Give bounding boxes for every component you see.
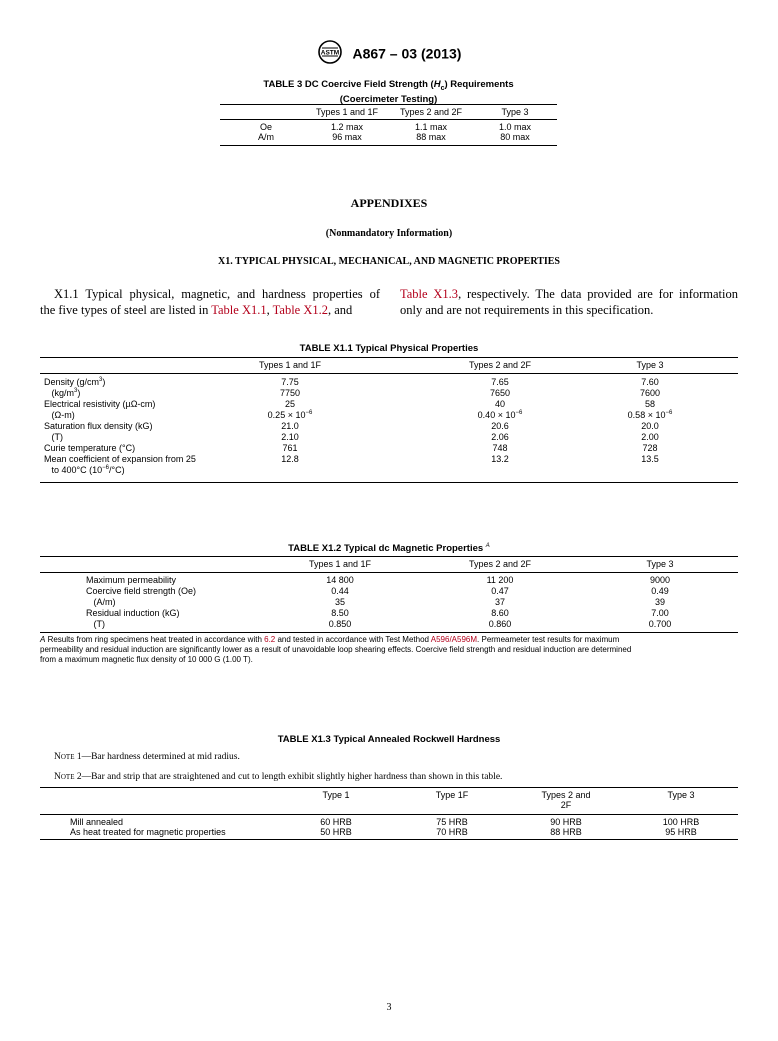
table-cell: 88 max: [416, 132, 446, 142]
table-cell: 1.1 max: [414, 122, 448, 132]
table-3-caption: TABLE 3 DC Coercive Field Strength $(H_c)$ Requirements (Coercimeter Testing): [263, 79, 514, 105]
table-cell: 7600: [639, 388, 661, 398]
table-cell: 35: [334, 597, 346, 607]
table-header-cell: Types 2 and 2F: [399, 107, 463, 117]
table-row-label: (Ω-m): [44, 410, 75, 420]
table-cell: 761: [282, 443, 298, 453]
table-cell: 100 HRB: [662, 817, 700, 827]
table-cell: 2.00: [641, 432, 659, 442]
table-cell: 75 HRB: [436, 817, 468, 827]
appendixes-title: APPENDIXES: [350, 196, 428, 210]
table-row-label: Maximum permeability: [86, 575, 177, 585]
table-cell: 13.2: [491, 454, 509, 464]
table-x1-2: [40, 541, 738, 671]
table-row-label: Curie temperature (°C): [44, 443, 136, 453]
table-cell: 58: [644, 399, 656, 409]
table-cell: 0.49: [651, 586, 669, 596]
table-x1-2-footnote: A Results from ring specimens heat treated in accordance with 6.2 and tested in accordance with Test Method A596/A596M. Permeameter test results for maximum permeability and residual induction are significantly lower as a result of unavoidable loop shearing effects. Coercive field strength and residual induction are determined from a maximum magnetic flux density of 10 000 G (1.00 T).: [40, 635, 632, 664]
table-cell: 88 HRB: [550, 827, 582, 837]
table-cell: 50 HRB: [320, 827, 352, 837]
table-cell: 728: [642, 443, 658, 453]
svg-text:ASTM: ASTM: [320, 49, 339, 57]
table-row-label: $(kg/m^3)$: [44, 388, 81, 398]
table-cell: 39: [654, 597, 666, 607]
table-cell: 90 HRB: [550, 817, 582, 827]
table-header-cell: Type 1: [322, 790, 350, 800]
table-x1-3-caption: TABLE X1.3 Typical Annealed Rockwell Hardness: [277, 734, 501, 745]
link-section-6-2[interactable]: 6.2: [264, 635, 276, 644]
appendixes-subtitle: (Nonmandatory Information): [325, 228, 453, 239]
table-header-cell: Types 1 and 1F: [258, 360, 322, 370]
paragraph-x1-1-left: X1.1 Typical physical, magnetic, and hardness properties of the five types of steel are listed in Table X1.1, Table X1.2, and: [40, 287, 380, 317]
table-cell: 20.0: [641, 421, 659, 431]
table-header-cell: Types 2 and 2F: [468, 559, 532, 569]
table-cell: 95 HRB: [665, 827, 697, 837]
table-cell: 0.47: [491, 586, 509, 596]
table-cell: 14 800: [326, 575, 354, 585]
table-cell: 0.850: [328, 619, 352, 629]
table-header-cell: Type 3: [501, 107, 529, 117]
table-row-label: Residual induction (kG): [86, 608, 180, 618]
table-row-label: Electrical resistivity (µΩ-cm): [44, 399, 156, 409]
table-x1-1-caption: TABLE X1.1 Typical Physical Properties: [299, 343, 479, 354]
table-cell: 8.50: [331, 608, 349, 618]
table-header-cell: 2F: [560, 800, 572, 810]
table-cell: 60 HRB: [320, 817, 352, 827]
table-row-label: (T): [44, 432, 63, 442]
table-cell: 96 max: [332, 132, 362, 142]
table-x1-1: [40, 343, 738, 483]
note-1: Note 1—Bar hardness determined at mid radius.: [54, 752, 240, 762]
table-row-label: (T): [86, 619, 105, 629]
table-cell: 748: [492, 443, 508, 453]
table-cell: 11 200: [486, 575, 514, 585]
table-row-label-continuation: to 400°C $(10^{-6}/^\circ C)$: [44, 465, 125, 475]
table-cell: 2.10: [281, 432, 299, 442]
section-title: X1. TYPICAL PHYSICAL, MECHANICAL, AND MAGNETIC PROPERTIES: [217, 256, 560, 267]
table-row-label: (A/m): [86, 597, 116, 607]
table-row-label: A/m: [257, 132, 275, 142]
table-header-cell: Type 3: [636, 360, 664, 370]
table-cell: 70 HRB: [436, 827, 468, 837]
table-cell: 40: [494, 399, 506, 409]
table-cell: 7.75: [281, 377, 299, 387]
table-row-label: Mill annealed: [70, 817, 124, 827]
table-header-cell: Types 2 and: [541, 790, 591, 800]
table-3: [220, 76, 557, 166]
table-cell: 1.2 max: [330, 122, 364, 132]
table-cell: 2.06: [491, 432, 509, 442]
document-header: [0, 40, 778, 67]
table-header-cell: Type 1F: [435, 790, 469, 800]
table-cell: 20.6: [491, 421, 509, 431]
table-header-cell: Types 1 and 1F: [308, 559, 372, 569]
table-row-label: Coercive field strength (Oe): [86, 586, 197, 596]
table-header-cell: Type 3: [667, 790, 695, 800]
table-cell: 7.60: [641, 377, 659, 387]
link-table-x1-2[interactable]: Table X1.2: [272, 303, 328, 317]
page-number: 3: [386, 1002, 392, 1013]
link-table-x1-1[interactable]: Table X1.1: [211, 303, 267, 317]
table-row-label: As heat treated for magnetic properties: [70, 827, 226, 837]
paragraph-x1-1-right: Table X1.3, respectively. The data provided are for information only and are not requirements in this specification.: [400, 287, 738, 317]
table-cell: 7.65: [491, 377, 509, 387]
table-row-label: Mean coefficient of expansion from 25: [44, 454, 196, 464]
table-row-label: Oe: [259, 122, 273, 132]
document-title: A867 – 03 (2013): [352, 45, 462, 62]
table-cell: 80 max: [500, 132, 530, 142]
table-header-cell: Type 3: [646, 559, 674, 569]
table-cell: 0.44: [331, 586, 349, 596]
table-cell: $0.25 \times 10^{-6}$: [267, 410, 313, 420]
note-2: Note 2—Bar and strip that are straightened and cut to length exhibit slightly higher hardness than shown in this table.: [54, 772, 503, 782]
table-cell: 7.00: [651, 608, 669, 618]
table-cell: 8.60: [491, 608, 509, 618]
table-header-cell: Types 1 and 1F: [315, 107, 379, 117]
table-cell: 7650: [489, 388, 511, 398]
table-cell: $0.58 \times 10^{-6}$: [627, 410, 673, 420]
table-header-cell: Types 2 and 2F: [468, 360, 532, 370]
link-table-x1-3[interactable]: Table X1.3: [400, 287, 459, 301]
table-row-label: Saturation flux density (kG): [44, 421, 153, 431]
astm-logo-icon: [317, 40, 343, 67]
table-cell: 12.8: [281, 454, 299, 464]
table-cell: 1.0 max: [498, 122, 532, 132]
table-cell: 37: [494, 597, 506, 607]
table-cell: 0.860: [488, 619, 512, 629]
table-x1-2-caption: TABLE X1.2 Typical dc Magnetic Properties $^A$: [288, 543, 490, 554]
table-cell: 25: [284, 399, 296, 409]
table-cell: 0.700: [648, 619, 672, 629]
table-cell: $0.40 \times 10^{-6}$: [477, 410, 523, 420]
table-row-label: Density $(g/cm^3)$: [44, 377, 106, 387]
table-cell: 9000: [649, 575, 671, 585]
table-x1-3: [40, 734, 738, 844]
link-test-method-a596[interactable]: A596/A596M: [430, 635, 478, 644]
table-cell: 13.5: [641, 454, 659, 464]
table-cell: 7750: [279, 388, 301, 398]
table-cell: 21.0: [281, 421, 299, 431]
